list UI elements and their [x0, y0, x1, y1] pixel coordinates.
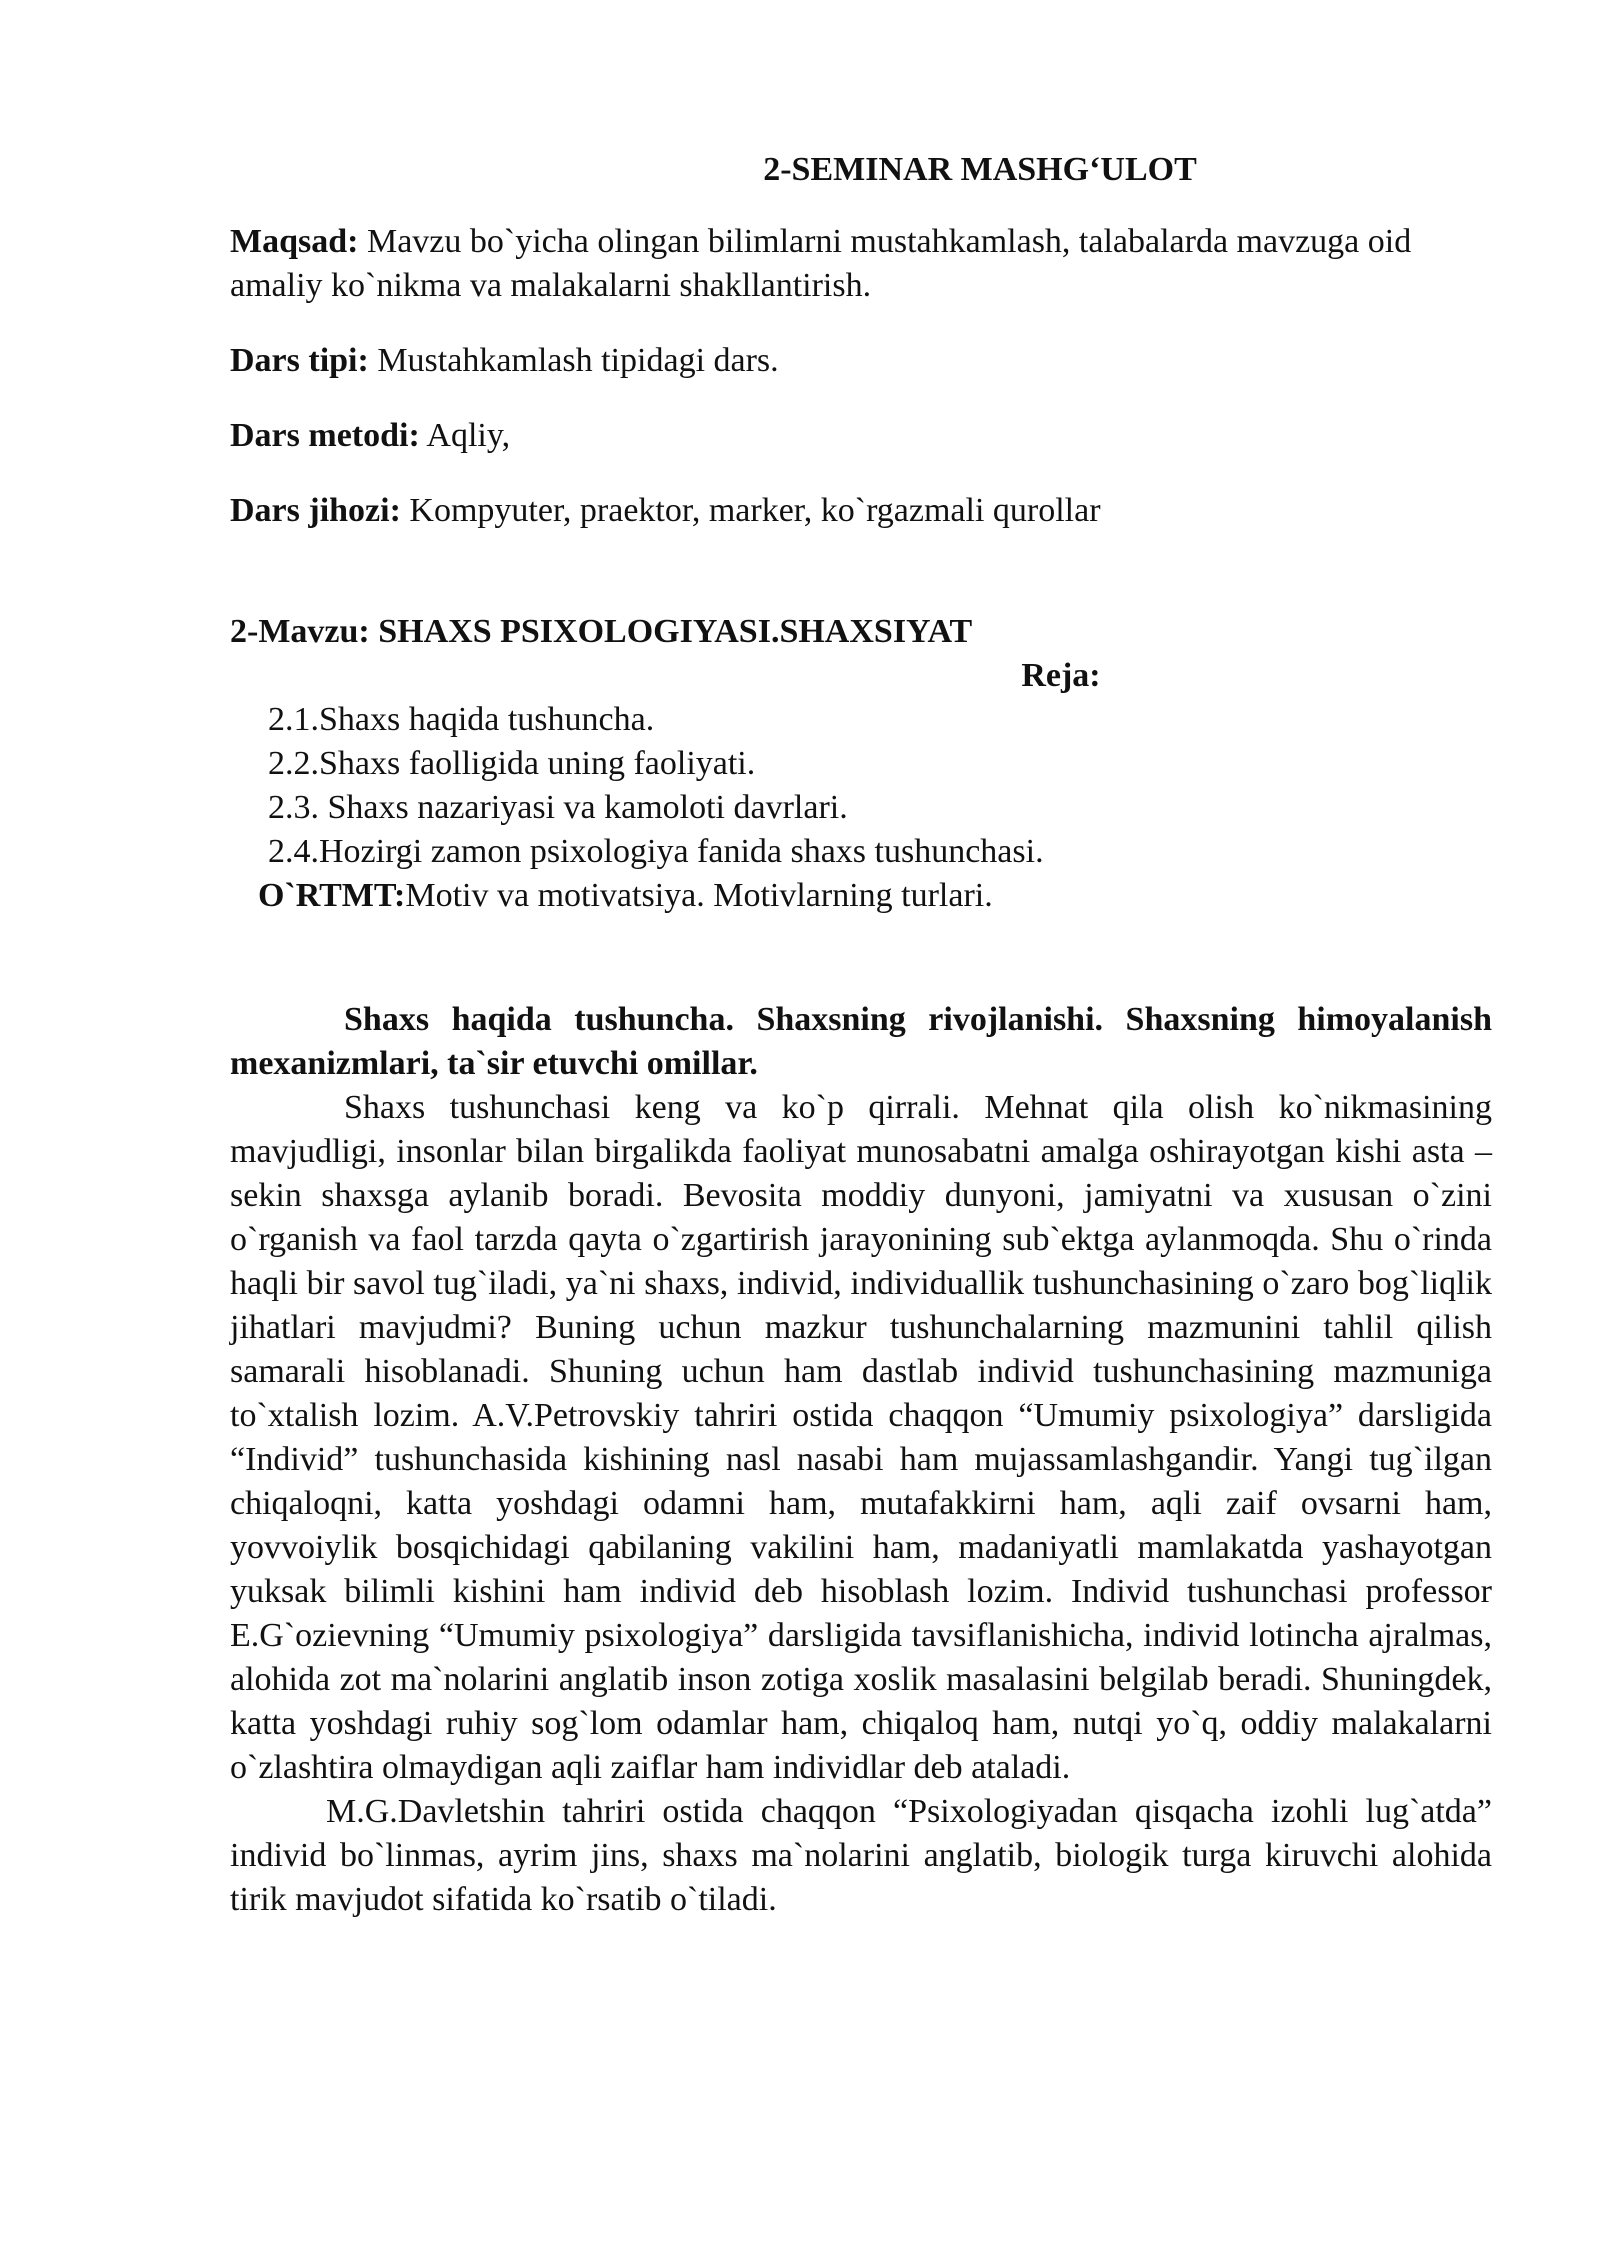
plan-list — [230, 698, 1492, 874]
dars-jihozi-value: Kompyuter, praektor, marker, ko`rgazmali qurollar — [400, 492, 1101, 529]
plan-item: 2.1.Shaxs haqida tushuncha. — [268, 701, 655, 738]
dars-tipi-value: Mustahkamlash tipidagi dars. — [368, 342, 779, 379]
body-paragraph: Shaxs tushunchasi keng va ko`p qirrali. Mehnat qila olish ko`nikmasining mavjudligi, insonlar bilan birgalikda faoliyat munosabatni amalga oshirayotgan kishi asta – sekin shaxsga aylanib boradi. Bevosita moddiy dunyoni, jamiyatni va xususan o`zini o`rganish va faol tarzda qayta o`zgartirish jarayonining sub`ektga aylanmoqda. Shu o`rinda haqli bir savol tug`iladi, ya`ni shaxs, individ, individuallik tushunchasining o`zaro bog`liqlik jihatlari mavjudmi? Buning uchun mazkur tushunchalarning mazmunini tahlil qilish samarali hisoblanadi. Shuning uchun ham dastlab individ tushunchasining mazmuniga to`xtalish lozim. A.V.Petrovskiy tahriri ostida chaqqon “Umumiy psixologiya” darsligida “Individ” tushunchasida kishining nasl nasabi ham mujassamlashgandir. Yangi tug`ilgan chiqaloqni, katta yoshdagi odamni ham, mutafakkirni ham, aqli zaif ovsarni ham, yovvoiylik bosqichidagi qabilaning vakilini ham, madaniyatli mamlakatda yashayotgan yuksak bilimli kishini ham individ deb hisoblash lozim. Individ tushunchasi professor E.G`ozievning “Umumiy psixologiya” darsligida tavsiflanishicha, individ lotincha ajralmas, alohida zot ma`nolarini anglatib inson zotiga xoslik masalasini belgilab beradi. Shuningdek, katta yoshdagi ruhiy sog`lom odamlar ham, chiqaloq ham, nutqi yo`q, oddiy malakalarni o`zlashtira olmaydigan aqli zaiflar ham individlar deb ataladi. — [230, 1089, 1492, 1786]
ortmt-label: O`RTMT: — [258, 877, 406, 914]
maqsad-label: Maqsad: — [230, 223, 359, 260]
ortmt-line — [258, 874, 1492, 918]
dars-jihozi-label: Dars jihozi: — [230, 492, 401, 529]
dars-metodi-value: Aqliy, — [419, 417, 511, 454]
body-paragraph: M.G.Davletshin tahriri ostida chaqqon “Psixologiyadan qisqacha izohli lug`atda” individ bo`linmas, ayrim jins, shaxs ma`nolarini anglatib, biologik turga kiruvchi alohida tirik mavjudot sifatida ko`rsatib o`tiladi. — [230, 1793, 1492, 1918]
dars-metodi-field — [230, 414, 1492, 458]
document-content — [230, 148, 1492, 1922]
plan-item: 2.3. Shaxs nazariyasi va kamoloti davrlari. — [268, 789, 848, 826]
dars-tipi-label: Dars tipi: — [230, 342, 369, 379]
seminar-title: 2-SEMINAR MASHG‘ULOT — [763, 151, 1197, 188]
reja-label: Reja: — [1021, 657, 1101, 694]
spacer — [230, 918, 1492, 998]
section-heading: Shaxs haqida tushuncha. Shaxsning rivojlanishi. Shaxsning himoyalanish mexanizmlari, ta`sir etuvchi omillar. — [230, 1001, 1492, 1082]
maqsad-field — [230, 220, 1492, 308]
maqsad-value: Mavzu bo`yicha olingan bilimlarni mustahkamlash, talabalarda mavzuga oid amaliy ko`nikma va malakalarni shakllantirish. — [230, 223, 1412, 304]
plan-item: 2.2.Shaxs faolligida uning faoliyati. — [268, 745, 756, 782]
spacer — [230, 564, 1492, 610]
topic-heading: 2-Mavzu: SHAXS PSIXOLOGIYASI.SHAXSIYAT — [230, 613, 973, 650]
ortmt-value: Motiv va motivatsiya. Motivlarning turlari. — [405, 877, 993, 914]
dars-tipi-field — [230, 339, 1492, 383]
plan-item: 2.4.Hozirgi zamon psixologiya fanida shaxs tushunchasi. — [268, 833, 1044, 870]
dars-jihozi-field — [230, 489, 1492, 533]
dars-metodi-label: Dars metodi: — [230, 417, 420, 454]
